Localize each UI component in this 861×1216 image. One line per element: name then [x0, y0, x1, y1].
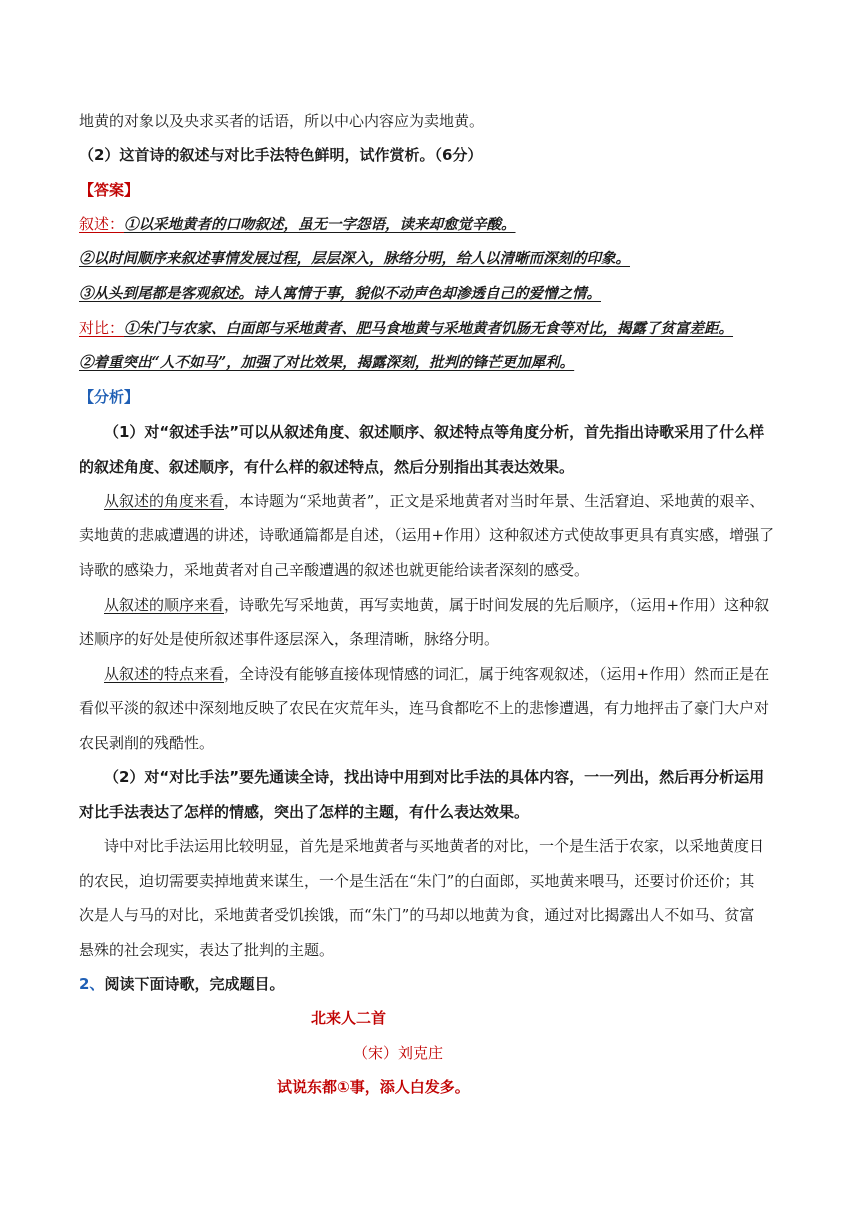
narration-label: 叙述：: [79, 215, 125, 233]
answer-narration-3: ③从头到尾都是客观叙述。诗人寓情于事，貌似不动声色却渗透自己的爱憎之情。: [79, 285, 601, 302]
analysis-p4a: [104, 664, 769, 684]
analysis-p6a: 诗中对比手法运用比较明显，首先是采地黄者与买地黄者的对比，一个是生活于农家，以采地黄度日: [104, 837, 765, 855]
analysis-p6d: 悬殊的社会现实，表达了批判的主题。: [79, 941, 335, 959]
analysis-p2c: 诗歌的感染力，采地黄者对自己辛酸遭遇的叙述也就更能给读者深刻的感受。: [79, 561, 590, 579]
paragraph-text: ，全诗没有能够直接体现情感的词汇，属于纯客观叙述，（运用+作用）然而正是在: [224, 665, 770, 683]
analysis-p3b: 述顺序的好处是使所叙述事件逐层深入，条理清晰，脉络分明。: [79, 630, 500, 648]
analysis-p4b: 看似平淡的叙述中深刻地反映了农民在灾荒年头，连马食都吃不上的悲惨遭遇，有力地抨击了豪门大户对: [79, 699, 770, 717]
poem-title: 北来人二首: [311, 1009, 387, 1027]
question-2: [79, 974, 284, 994]
question-number: 2、: [79, 975, 105, 993]
analysis-p3a: [104, 595, 769, 615]
question-text: 阅读下面诗歌，完成题目。: [104, 975, 285, 993]
line-1: 地黄的对象以及央求买者的话语，所以中心内容应为卖地黄。: [79, 112, 485, 130]
analysis-p5b: 对比手法表达了怎样的情感，突出了怎样的主题，有什么表达效果。: [79, 803, 530, 821]
analysis-p2a: [104, 491, 764, 511]
analysis-p2b: 卖地黄的悲戚遭遇的讲述，诗歌通篇都是自述，（运用+作用）这种叙述方式使故事更具有真实感，增强了: [79, 526, 775, 544]
analysis-heading: 【分析】: [79, 388, 140, 406]
order-label: 从叙述的顺序来看: [104, 596, 225, 614]
paragraph-text: ，诗歌先写采地黄，再写卖地黄，属于时间发展的先后顺序，（运用+作用）这种叙: [224, 596, 770, 614]
analysis-p4c: 农民剥削的残酷性。: [79, 734, 215, 752]
analysis-p1a: （1）对“叙述手法”可以从叙述角度、叙述顺序、叙述特点等角度分析，首先指出诗歌采用了什么样: [104, 423, 765, 441]
answer-text: ①朱门与农家、白面郎与采地黄者、肥马食地黄与采地黄者饥肠无食等对比，揭露了贫富差距。: [124, 320, 734, 337]
question-2-prompt: （2）这首诗的叙述与对比手法特色鲜明，试作赏析。（6分）: [79, 146, 483, 164]
analysis-p6c: 次是人与马的对比，采地黄者受饥挨饿，而“朱门”的马却以地黄为食，通过对比揭露出人不如马、贫富: [79, 906, 755, 924]
answer-narration-2: ②以时间顺序来叙述事情发展过程，层层深入，脉络分明，给人以清晰而深刻的印象。: [79, 250, 630, 267]
poem-line-1: 试说东都①事，添人白发多。: [277, 1078, 470, 1096]
answer-contrast-1: [79, 318, 733, 339]
answer-contrast-2: ②着重突出“人不如马”，加强了对比效果，揭露深刻，批判的锋芒更加犀利。: [79, 354, 575, 371]
analysis-p6b: 的农民，迫切需要卖掉地黄来谋生，一个是生活在“朱门”的白面郎，买地黄来喂马，还要讨价还价；其: [79, 872, 755, 890]
answer-text: ①以采地黄者的口吻叙述，虽无一字怨语，读来却愈觉辛酸。: [124, 216, 516, 233]
poem-author: （宋）刘克庄: [353, 1044, 444, 1062]
answer-narration-1: [79, 214, 516, 235]
contrast-label: 对比：: [79, 319, 125, 337]
answer-heading: 【答案】: [79, 181, 140, 199]
angle-label: 从叙述的角度来看: [104, 492, 225, 510]
analysis-p1b: 的叙述角度、叙述顺序，有什么样的叙述特点，然后分别指出其表达效果。: [79, 458, 575, 476]
analysis-p5a: （2）对“对比手法”要先通读全诗，找出诗中用到对比手法的具体内容，一一列出，然后再分析运用: [104, 768, 765, 786]
feature-label: 从叙述的特点来看: [104, 665, 225, 683]
paragraph-text: ，本诗题为“采地黄者”，正文是采地黄者对当时年景、生活窘迫、采地黄的艰辛、: [224, 492, 765, 510]
